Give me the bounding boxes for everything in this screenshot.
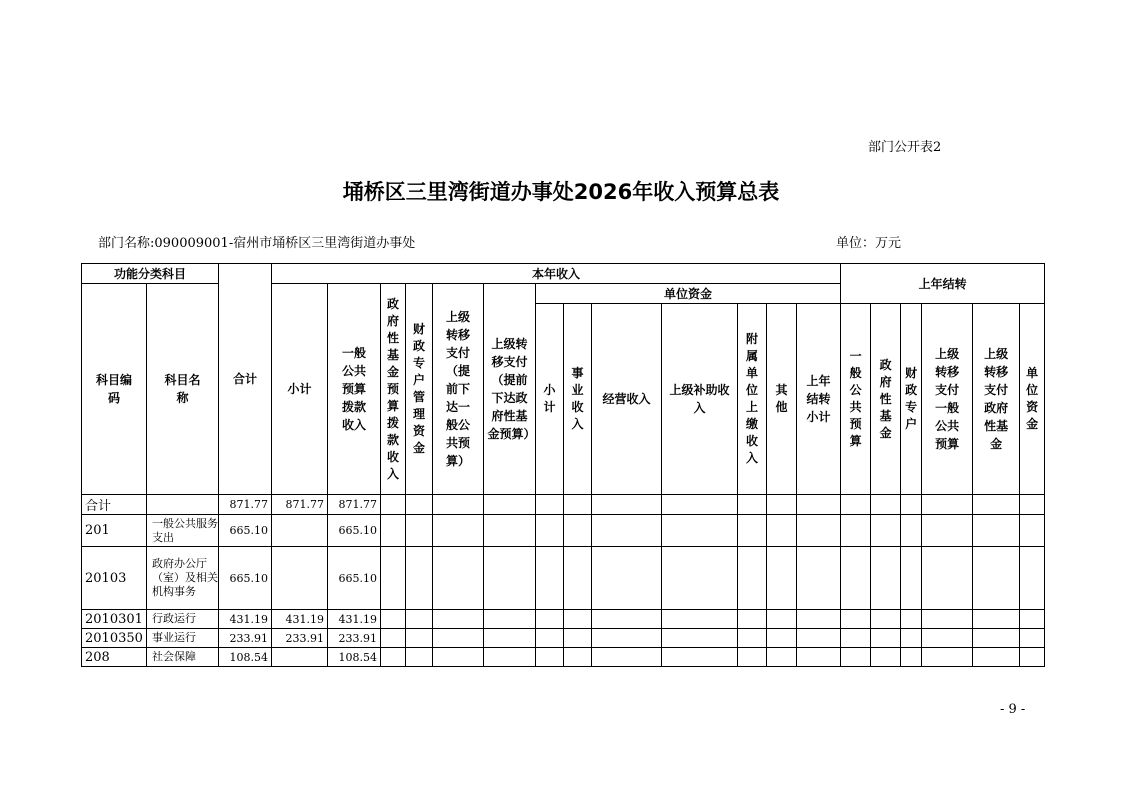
header-operating-income: 经营收入 xyxy=(592,304,662,495)
row-label: 合计 xyxy=(82,495,147,515)
row-name: 一般公共服务支出 xyxy=(147,515,219,547)
header-prev-upper-gov: 上级转移支付政府性基金 xyxy=(973,304,1020,495)
row-total: 108.54 xyxy=(219,648,272,667)
unit-label: 单位：万元 xyxy=(836,236,902,251)
table-row xyxy=(82,515,1045,547)
department-name: 部门名称:090009001-宿州市埇桥区三里湾街道办事处 xyxy=(98,236,416,251)
row-general: 108.54 xyxy=(328,648,381,667)
table-row xyxy=(82,547,1045,610)
row-general: 431.19 xyxy=(328,610,381,629)
header-prev-general: 一般公共预算 xyxy=(841,304,871,495)
row-name: 行政运行 xyxy=(147,610,219,629)
header-prev-upper-general: 上级转移支付一般公共预算 xyxy=(922,304,973,495)
header-prev-unit-funds: 单位资金 xyxy=(1020,304,1045,495)
row-general: 665.10 xyxy=(328,515,381,547)
header-general-public: 一般公共预算拨款收入 xyxy=(328,284,381,495)
header-upper-general: 上级转移支付（提前下达一般公共预算） xyxy=(433,284,484,495)
header-prev-subtotal: 上年结转小计 xyxy=(797,304,841,495)
row-total: 233.91 xyxy=(219,629,272,648)
row-code: 208 xyxy=(82,648,147,667)
table-number-label: 部门公开表2 xyxy=(868,140,942,155)
row-code: 2010350 xyxy=(82,629,147,648)
row-subtotal: 871.77 xyxy=(272,495,328,515)
row-subtotal xyxy=(272,547,328,610)
header-uf-subtotal: 小计 xyxy=(536,304,564,495)
header-upper-gov: 上级转移支付（提前下达政府性基金预算） xyxy=(484,284,536,495)
row-name: 社会保障 xyxy=(147,648,219,667)
table-row xyxy=(82,648,1045,667)
table-row-total xyxy=(82,495,1045,515)
header-name: 科目名称 xyxy=(147,284,219,495)
header-func-class: 功能分类科目 xyxy=(82,264,219,284)
row-name xyxy=(147,495,219,515)
row-subtotal xyxy=(272,515,328,547)
page-number: - 9 - xyxy=(1000,702,1026,717)
row-total: 871.77 xyxy=(219,495,272,515)
row-general: 871.77 xyxy=(328,495,381,515)
header-prev-fiscal: 财政专户 xyxy=(901,304,922,495)
row-subtotal xyxy=(272,648,328,667)
table-row xyxy=(82,629,1045,648)
header-gov-fund: 政府性基金预算拨款收入 xyxy=(381,284,406,495)
row-total: 665.10 xyxy=(219,547,272,610)
header-other: 其他 xyxy=(767,304,797,495)
row-code: 201 xyxy=(82,515,147,547)
header-code: 科目编码 xyxy=(82,284,147,495)
header-current-income: 本年收入 xyxy=(272,264,841,284)
row-name: 事业运行 xyxy=(147,629,219,648)
header-unit-funds: 单位资金 xyxy=(536,284,841,304)
header-business-income: 事业收入 xyxy=(564,304,592,495)
header-prev-carryover: 上年结转 xyxy=(841,264,1045,304)
header-subtotal: 小计 xyxy=(272,284,328,495)
budget-table xyxy=(81,263,1045,667)
row-subtotal: 431.19 xyxy=(272,610,328,629)
header-fiscal-special: 财政专户管理资金 xyxy=(406,284,433,495)
row-code: 20103 xyxy=(82,547,147,610)
row-subtotal: 233.91 xyxy=(272,629,328,648)
row-total: 431.19 xyxy=(219,610,272,629)
header-prev-gov-fund: 政府性基金 xyxy=(871,304,901,495)
row-general: 665.10 xyxy=(328,547,381,610)
header-affiliated: 附属单位上缴收入 xyxy=(738,304,767,495)
row-total: 665.10 xyxy=(219,515,272,547)
row-code: 2010301 xyxy=(82,610,147,629)
table-row xyxy=(82,610,1045,629)
header-total: 合计 xyxy=(219,264,272,495)
header-upper-subsidy: 上级补助收入 xyxy=(662,304,738,495)
row-general: 233.91 xyxy=(328,629,381,648)
row-name: 政府办公厅（室）及相关机构事务 xyxy=(147,547,219,610)
page-title: 埇桥区三里湾街道办事处2026年收入预算总表 xyxy=(342,180,780,204)
